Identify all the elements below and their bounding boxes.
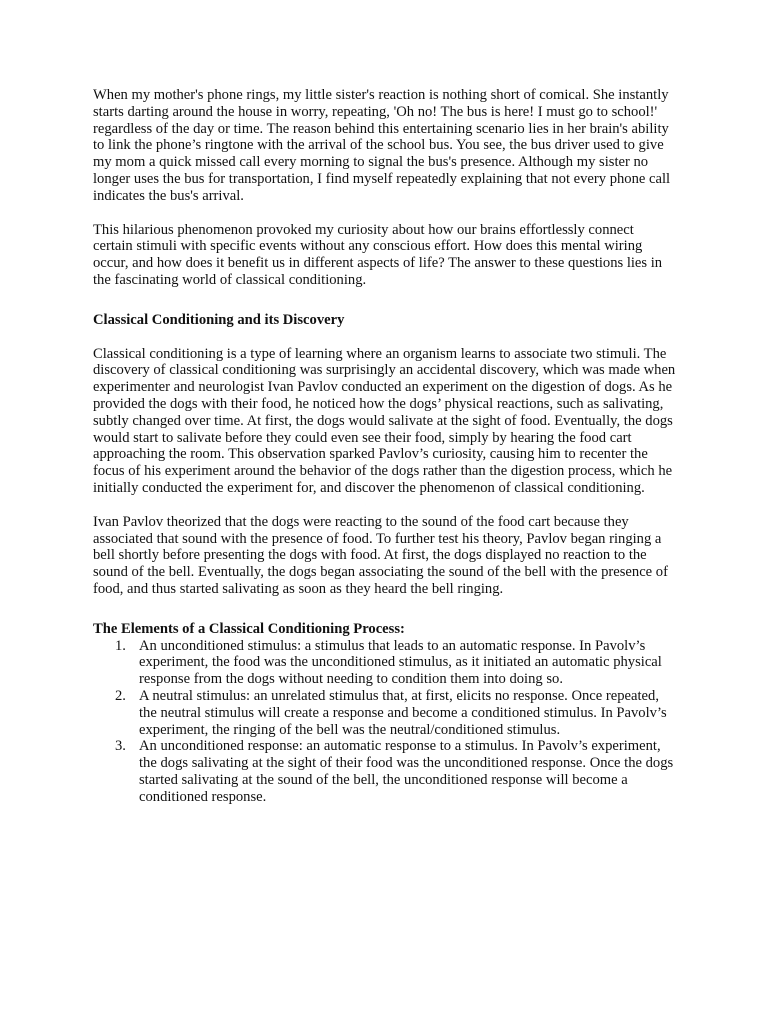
elements-list [93, 638, 677, 806]
list-item-number: 3. [115, 738, 126, 755]
list-item [93, 738, 677, 805]
document-page [93, 87, 677, 805]
list-item [93, 688, 677, 738]
section-heading-discovery: Classical Conditioning and its Discovery [93, 311, 345, 328]
list-item-number: 1. [115, 637, 126, 654]
list-item [93, 638, 677, 688]
section-heading-elements: The Elements of a Classical Conditioning Process: [93, 620, 405, 637]
list-item-text: An unconditioned stimulus: a stimulus that leads to an automatic response. In Pavolv’s experiment, the food was the unconditioned stimulus, as it initiated an automatic physical response from the dogs without needing to condition them into doing so. [139, 637, 662, 688]
list-item-text: An unconditioned response: an automatic response to a stimulus. In Pavolv’s experiment, the dogs salivating at the sight of their food was the unconditioned response. Once the dogs started salivating at the sound of the bell, the unconditioned response will become a conditioned response. [139, 738, 674, 805]
list-item-number: 2. [115, 687, 126, 704]
intro-paragraph-2: This hilarious phenomenon provoked my curiosity about how our brains effortlessly connect certain stimuli with specific events without any conscious effort. How does this mental wiring occur, and how does it benefit us in different aspects of life? The answer to these questions lies in the fascinating world of classical conditioning. [93, 221, 663, 288]
list-item-text: A neutral stimulus: an unrelated stimulus that, at first, elicits no response. Once repeated, the neutral stimulus will create a response and become a conditioned stimulus. In Pavolv’s experiment, the ringing of the bell was the neutral/conditioned stimulus. [139, 687, 667, 738]
discovery-paragraph-2: Ivan Pavlov theorized that the dogs were reacting to the sound of the food cart because they associated that sound with the presence of food. To further test his theory, Pavlov began ringing a bell shortly before presenting the dogs with food. At first, the dogs displayed no reaction to the sound of the bell. Eventually, the dogs began associating the sound of the bell with the presence of food, and thus started salivating as soon as they heard the bell ringing. [93, 513, 668, 597]
discovery-paragraph-1: Classical conditioning is a type of learning where an organism learns to associate two stimuli. The discovery of classical conditioning was surprisingly an accidental discovery, which was made when experimenter and neurologist Ivan Pavlov conducted an experiment on the digestion of dogs. As he provided the dogs with their food, he noticed how the dogs’ physical reactions, such as salivating, subtly changed over time. At first, the dogs would salivate at the sight of food. Eventually, the dogs would start to salivate before they could even see their food, simply by hearing the food cart approaching the room. This observation sparked Pavlov’s curiosity, causing him to recenter the focus of his experiment around the behavior of the dogs rather than the digestion process, which he initially conducted the experiment for, and discover the phenomenon of classical conditioning. [93, 345, 676, 496]
intro-paragraph-1: When my mother's phone rings, my little sister's reaction is nothing short of comical. She instantly starts darting around the house in worry, repeating, 'Oh no! The bus is here! I must go to school!' regardless of the day or time. The reason behind this entertaining scenario lies in her brain's ability to link the phone’s ringtone with the arrival of the school bus. You see, the bus driver used to give my mom a quick missed call every morning to signal the bus's presence. Although my sister no longer uses the bus for transportation, I find myself repeatedly explaining that not every phone call indicates the bus's arrival. [93, 87, 671, 204]
